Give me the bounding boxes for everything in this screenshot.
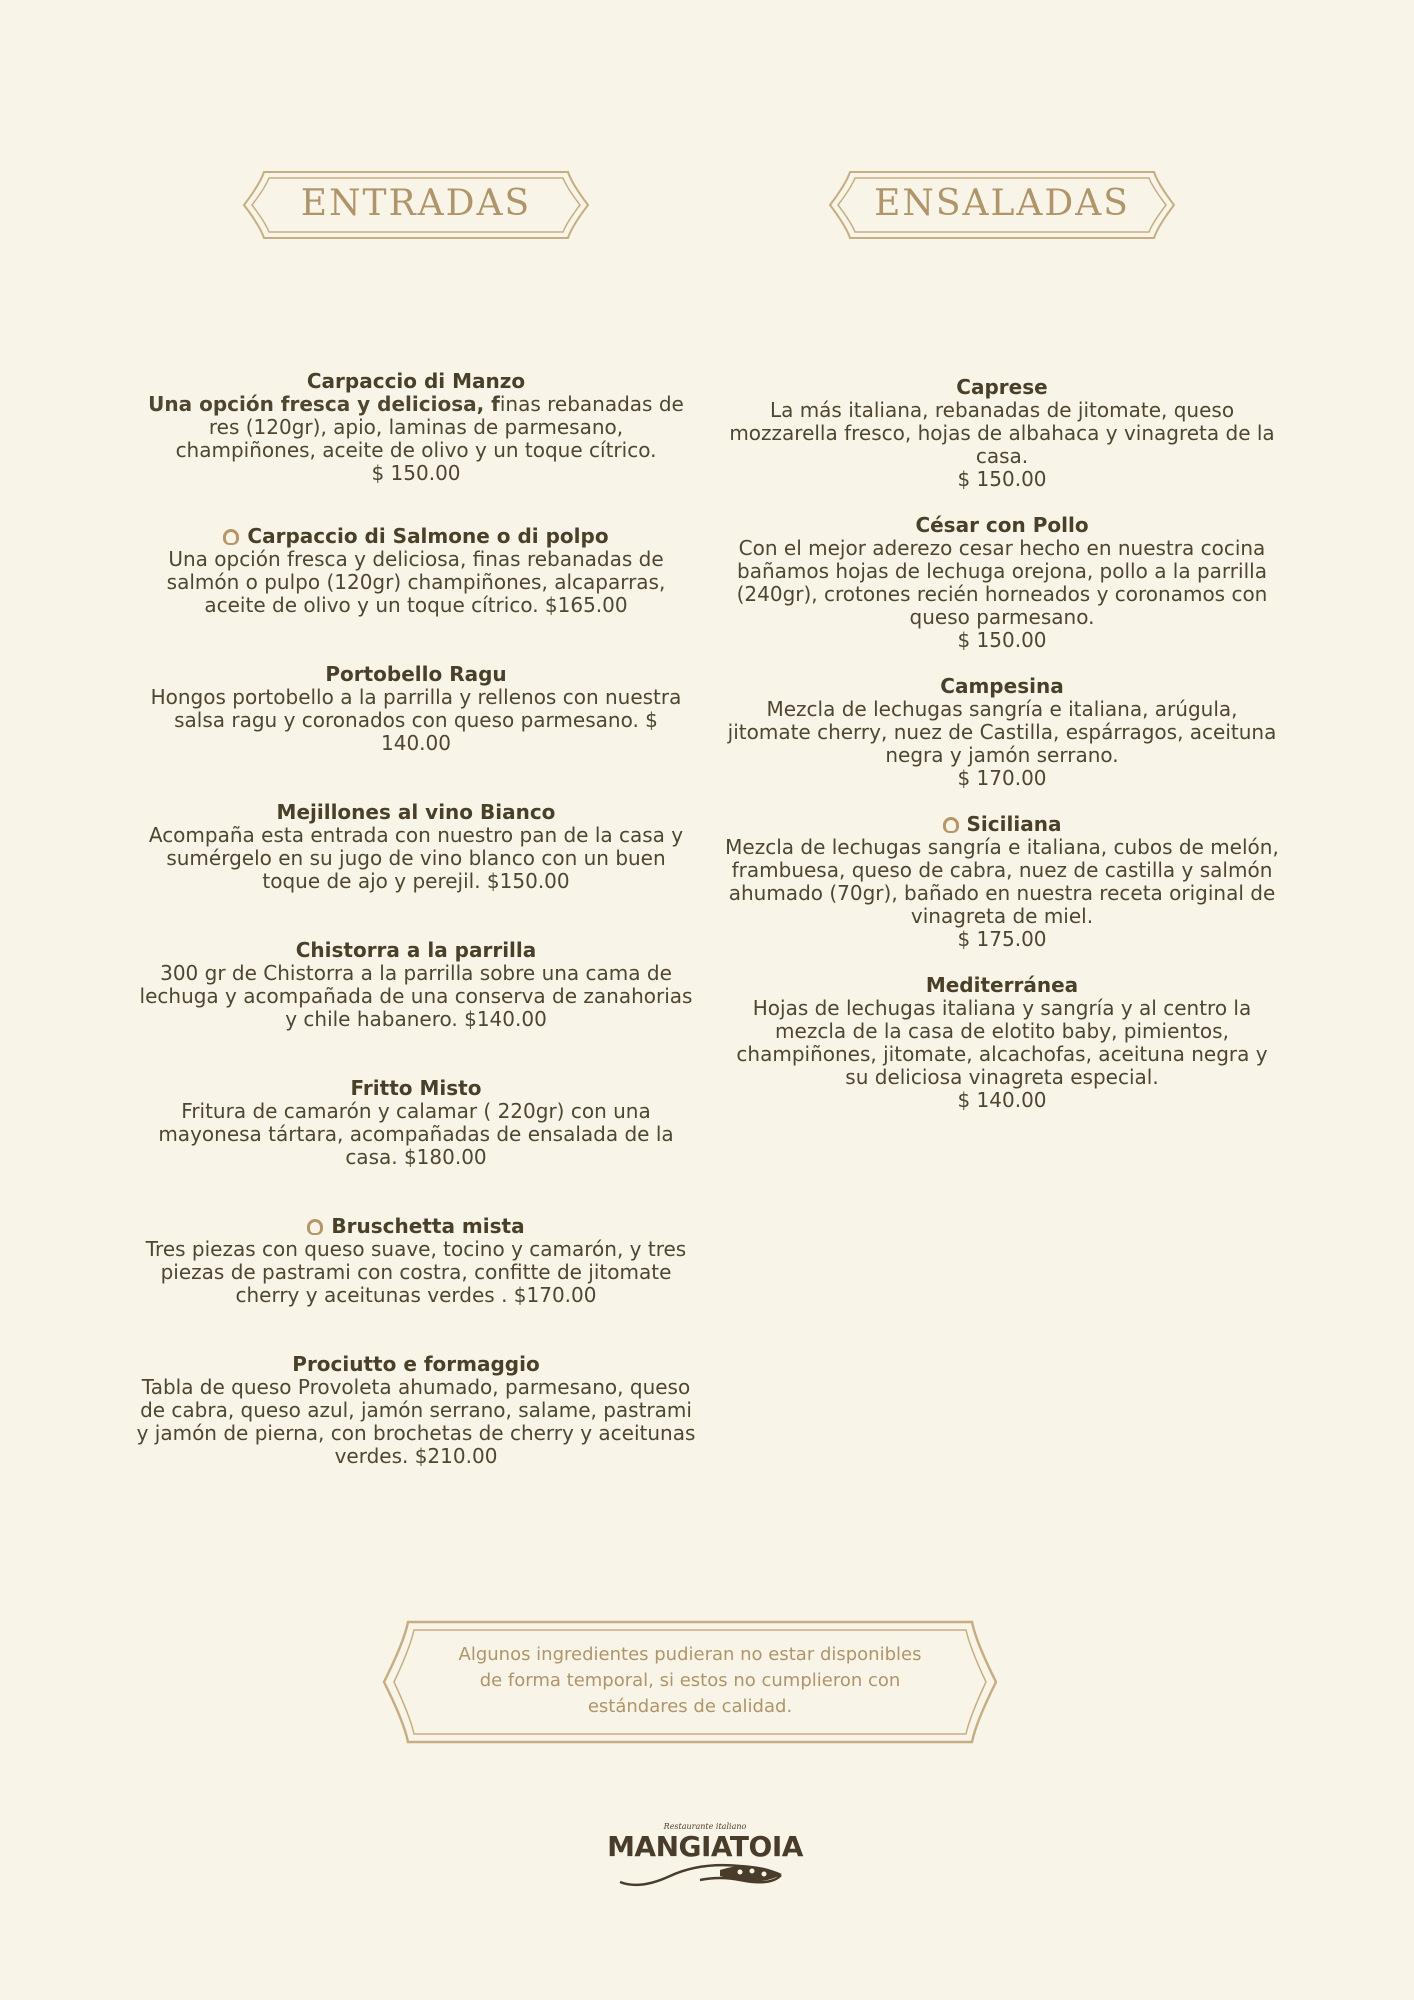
menu-item	[724, 974, 1280, 1112]
item-description: Mezcla de lechugas sangría e italiana, arúgula, jitomate cherry, nuez de Castilla, espárragos, aceituna negra y jamón serrano.	[727, 697, 1277, 767]
menu-item	[136, 525, 696, 617]
item-price: $ 150.00	[957, 628, 1047, 652]
menu-item	[136, 1353, 696, 1468]
menu-item	[136, 1215, 696, 1307]
item-name: Carpaccio di Salmone o di polpo	[247, 524, 609, 548]
pizza-swirl-icon	[600, 1816, 810, 1896]
logo-tagline: Restaurante italiano	[663, 1822, 747, 1831]
logo-name: MANGIATOIA	[607, 1830, 803, 1863]
item-name: Mediterránea	[925, 973, 1079, 997]
note-text: Algunos ingredientes pudieran no estar disponibles de forma temporal, si estos no cumplieron con estándares de calidad.	[458, 1644, 922, 1717]
item-description: 300 gr de Chistorra a la parrilla sobre una cama de lechuga y acompañada de una conserva de zanahorias y chile habanero. $140.00	[139, 961, 693, 1031]
availability-note	[382, 1620, 998, 1744]
item-description: Hongos portobello a la parrilla y rellenos con nuestra salsa ragu y coronados con queso parmesano. $ 140.00	[150, 685, 682, 755]
item-name: Carpaccio di Manzo	[306, 369, 526, 393]
item-lead: Una opción fresca y deliciosa, f	[148, 392, 500, 416]
item-description: Una opción fresca y deliciosa, finas rebanadas de salmón o pulpo (120gr) champiñones, alcaparras, aceite de olivo y un toque cítrico. $165.00	[166, 547, 666, 617]
item-description: Hojas de lechugas italiana y sangría y al centro la mezcla de la casa de elotito baby, pimientos, champiñones, jitomate, alcachofas, aceituna negra y su deliciosa vinagreta especial.	[736, 996, 1268, 1089]
menu-item	[136, 801, 696, 893]
item-price: $ 175.00	[957, 927, 1047, 951]
item-description: Acompaña esta entrada con nuestro pan de la casa y sumérgelo en su jugo de vino blanco con un buen toque de ajo y perejil. $150.00	[148, 823, 684, 893]
item-price: $ 170.00	[957, 766, 1047, 790]
item-description: Fritura de camarón y calamar ( 220gr) con una mayonesa tártara, acompañadas de ensalada de la casa. $180.00	[158, 1099, 674, 1169]
item-price: $ 140.00	[957, 1088, 1047, 1112]
menu-item	[136, 370, 696, 485]
item-name: Siciliana	[966, 812, 1062, 836]
menu-item	[724, 376, 1280, 491]
menu-item	[136, 663, 696, 755]
item-description: La más italiana, rebanadas de jitomate, queso mozzarella fresco, hojas de albahaca y vinagreta de la casa.	[729, 398, 1275, 468]
item-price: $ 150.00	[371, 461, 461, 485]
entradas-header	[242, 170, 590, 240]
menu-item	[136, 1077, 696, 1169]
item-price: $ 150.00	[957, 467, 1047, 491]
item-name: Portobello Ragu	[325, 662, 507, 686]
entradas-column	[136, 370, 696, 1468]
chef-hat-icon	[943, 817, 959, 833]
menu-item	[724, 813, 1280, 951]
menu-item	[724, 514, 1280, 652]
item-description: Tres piezas con queso suave, tocino y camarón, y tres piezas de pastrami con costra, confitte de jitomate cherry y aceitunas verdes . $170.00	[145, 1237, 687, 1307]
restaurant-logo	[600, 1816, 810, 1896]
item-name: Mejillones al vino Bianco	[276, 800, 556, 824]
chef-hat-icon	[307, 1219, 323, 1235]
entradas-title: ENTRADAS	[300, 183, 532, 224]
item-name: Prociutto e formaggio	[292, 1352, 540, 1376]
item-name: Campesina	[940, 674, 1064, 698]
item-name: Caprese	[956, 375, 1048, 399]
item-name: Bruschetta mista	[331, 1214, 525, 1238]
item-description: Tabla de queso Provoleta ahumado, parmesano, queso de cabra, queso azul, jamón serrano, salame, pastrami y jamón de pierna, con brochetas de cherry y aceitunas verdes. $210.00	[136, 1375, 696, 1468]
item-description: Con el mejor aderezo cesar hecho en nuestra cocina bañamos hojas de lechuga orejona, pollo a la parrilla (240gr), crotones recién horneados y coronamos con queso parmesano.	[736, 536, 1268, 629]
item-description: inas rebanadas de res (120gr), apio, laminas de parmesano, champiñones, aceite de olivo y un toque cítrico.	[175, 392, 684, 462]
chef-hat-icon	[223, 529, 239, 545]
menu-item	[724, 675, 1280, 790]
item-name: César con Pollo	[915, 513, 1089, 537]
ensaladas-column	[724, 376, 1280, 1112]
menu-item	[136, 939, 696, 1031]
item-description: Mezcla de lechugas sangría e italiana, cubos de melón, frambuesa, queso de cabra, nuez de castilla y salmón ahumado (70gr), bañado en nuestra receta original de vinagreta de miel.	[725, 835, 1279, 928]
ensaladas-title: ENSALADAS	[874, 183, 1130, 224]
item-name: Chistorra a la parrilla	[295, 938, 537, 962]
ensaladas-header	[828, 170, 1176, 240]
item-name: Fritto Misto	[350, 1076, 482, 1100]
